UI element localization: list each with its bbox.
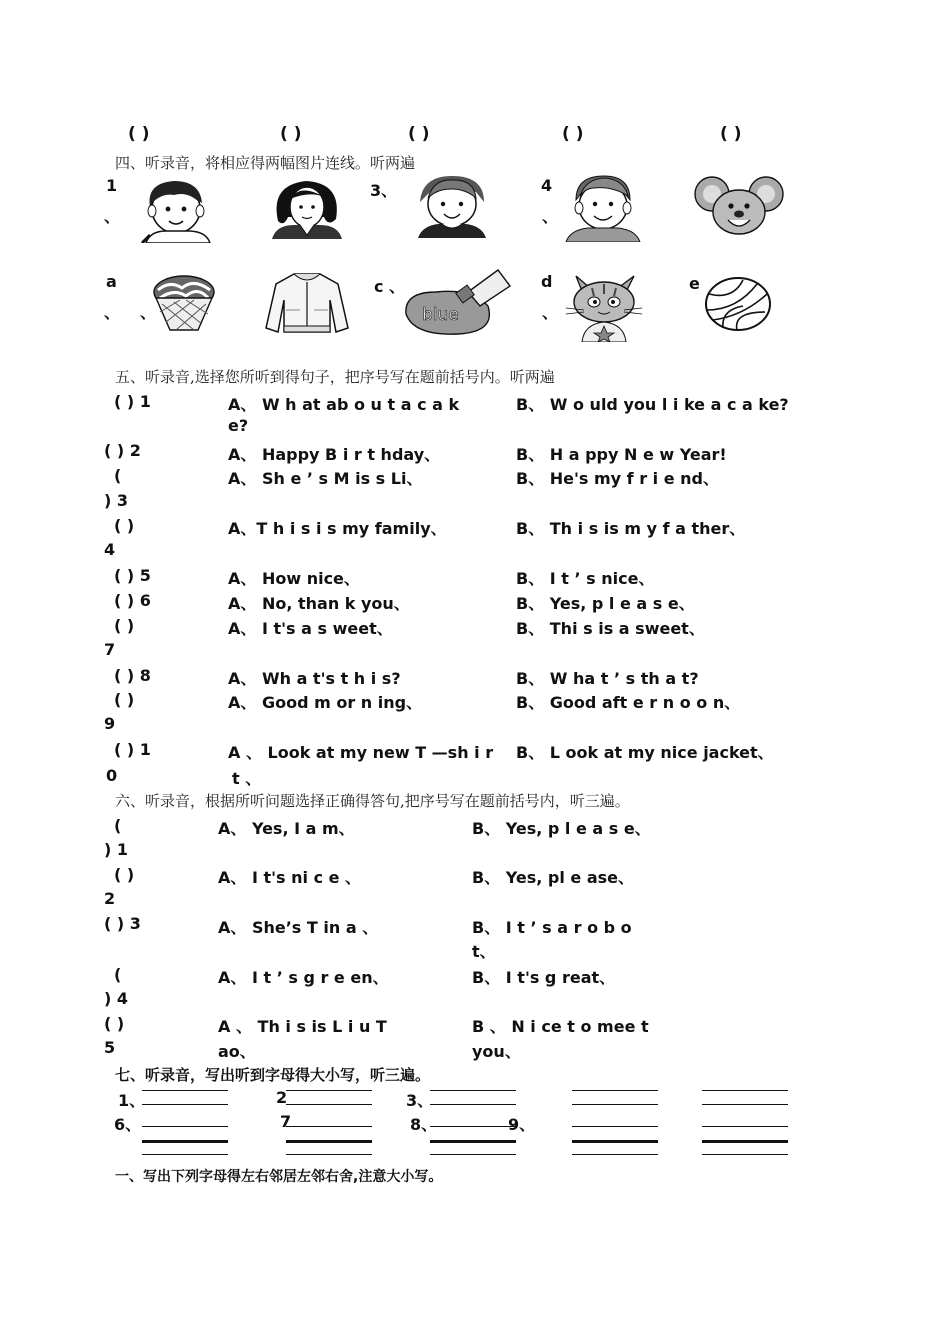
item-label: d: [541, 272, 553, 291]
writing-line[interactable]: [142, 1154, 228, 1155]
option-b: B、 He's my f r i e nd、: [516, 469, 719, 488]
blank-label: 1、: [118, 1091, 146, 1110]
option-a: A、 Sh e ’ s M is s Li、: [228, 469, 423, 488]
writing-line[interactable]: [286, 1140, 372, 1143]
item-label: 、: [104, 303, 121, 322]
volleyball-picture: [703, 276, 773, 332]
question-number: ( ): [114, 865, 135, 884]
option-a: A、 Good m or n ing、: [228, 693, 423, 712]
option-b: B、 Th i s is m y f a ther、: [516, 519, 746, 538]
option-a: A 、 Th i s is L i u T: [218, 1017, 387, 1036]
item-label: 1: [106, 176, 118, 195]
boy-picture: [562, 174, 644, 242]
option-a-cont: t 、: [232, 769, 262, 788]
answer-bracket: ( ): [562, 124, 584, 144]
writing-line[interactable]: [142, 1126, 228, 1127]
option-b: B、 I t ’ s a r o b o: [472, 918, 632, 937]
blank-label: 3、: [406, 1091, 434, 1110]
option-b: B、 I t ’ s nice、: [516, 569, 655, 588]
option-b: B、 Yes, p l e a s e、: [516, 594, 695, 613]
option-a-cont: ao、: [218, 1042, 256, 1061]
writing-line[interactable]: [572, 1090, 658, 1091]
question-number: ( ) 3: [104, 914, 141, 933]
writing-line[interactable]: [702, 1104, 788, 1105]
question-number: (: [114, 466, 122, 485]
option-a: A、 Yes, I a m、: [218, 819, 355, 838]
answer-bracket: ( ): [280, 124, 302, 144]
writing-line[interactable]: [142, 1140, 228, 1143]
writing-line[interactable]: [286, 1090, 372, 1091]
section-1-title: 一、写出下列字母得左右邻居左邻右舍,注意大小写。: [115, 1169, 443, 1185]
option-a-cont: e?: [228, 416, 249, 435]
blank-label: 8、: [410, 1115, 438, 1134]
item-label: c 、: [374, 277, 406, 296]
writing-line[interactable]: [702, 1126, 788, 1127]
question-number: (: [114, 816, 122, 835]
option-a: A、 I t's ni c e 、: [218, 868, 362, 887]
answer-bracket: ( ): [128, 124, 150, 144]
question-number-cont: 7: [104, 640, 116, 659]
option-b: B、 W ha t ’ s th a t?: [516, 669, 699, 688]
option-b: B、 Yes, p l e a s e、: [472, 819, 651, 838]
writing-line[interactable]: [286, 1154, 372, 1155]
item-label: 3、: [370, 181, 398, 200]
writing-line[interactable]: [430, 1126, 516, 1127]
writing-line[interactable]: [430, 1140, 516, 1143]
writing-line[interactable]: [572, 1154, 658, 1155]
question-number-cont: 9: [104, 714, 116, 733]
blank-label: 7: [280, 1112, 292, 1131]
option-a: A、 Wh a t's t h i s?: [228, 669, 401, 688]
option-b: B、 H a ppy N e w Year!: [516, 445, 727, 464]
writing-line[interactable]: [142, 1104, 228, 1105]
option-a: A、 How nice、: [228, 569, 360, 588]
question-number: ( ): [114, 690, 135, 709]
question-number: ( ): [114, 516, 135, 535]
answer-bracket: ( ): [408, 124, 430, 144]
question-number-cont: 4: [104, 540, 116, 559]
option-b: B、 Yes, pl e ase、: [472, 868, 635, 887]
section-6-title: 六、听录音，根据所听问题选择正确得答句,把序号写在题前括号内，听三遍。: [115, 792, 630, 810]
item-label: 、: [542, 207, 559, 226]
section-5-title: 五、听录音,选择您所听到得句子，把序号写在题前括号内。听两遍: [115, 368, 555, 386]
question-number: ( ) 1: [114, 740, 151, 759]
paint-tube-picture: [402, 266, 512, 338]
question-number: ( ): [114, 616, 135, 635]
writing-line[interactable]: [430, 1090, 516, 1091]
question-number-cont: 5: [104, 1038, 116, 1057]
question-number: ( ) 1: [114, 392, 151, 411]
girl-picture: [412, 174, 492, 238]
option-a: A、 No, than k you、: [228, 594, 410, 613]
section-4-title: 四、听录音，将相应得两幅图片连线。听两遍: [115, 154, 416, 172]
question-number-cont: ) 4: [104, 989, 129, 1008]
option-a: A、T h i s i s my family、: [228, 519, 447, 538]
writing-line[interactable]: [286, 1126, 372, 1127]
writing-line[interactable]: [430, 1154, 516, 1155]
writing-line[interactable]: [702, 1140, 788, 1143]
question-number-cont: ) 1: [104, 840, 129, 859]
question-number-cont: ) 3: [104, 491, 129, 510]
answer-bracket: ( ): [720, 124, 742, 144]
writing-line[interactable]: [572, 1104, 658, 1105]
blue-label: blue: [422, 305, 459, 325]
option-b: B 、 N i ce t o mee t: [472, 1017, 649, 1036]
cat-picture: [562, 270, 646, 342]
question-number: ( ) 6: [114, 591, 151, 610]
blank-label: 9、: [508, 1115, 536, 1134]
option-a: A、 She’s T in a 、: [218, 918, 379, 937]
item-label: 、: [140, 303, 157, 322]
question-number: ( ) 2: [104, 441, 141, 460]
option-a: A、 I t's a s weet、: [228, 619, 393, 638]
writing-line[interactable]: [702, 1090, 788, 1091]
blank-label: 2: [276, 1088, 288, 1107]
question-number-cont: 0: [106, 766, 118, 785]
question-number-cont: 2: [104, 889, 116, 908]
writing-line[interactable]: [430, 1104, 516, 1105]
woman-picture: [266, 177, 348, 239]
option-b: B、 W o uld you l i ke a c a ke?: [516, 395, 789, 414]
item-label: 4: [541, 176, 553, 195]
ice-cream-picture: [146, 272, 222, 334]
writing-line[interactable]: [142, 1090, 228, 1091]
jacket-picture: [264, 270, 350, 336]
writing-line[interactable]: [702, 1154, 788, 1155]
item-label: 、: [104, 207, 121, 226]
item-label: 、: [542, 303, 559, 322]
question-number: ( ): [104, 1014, 125, 1033]
question-number: ( ) 8: [114, 666, 151, 685]
writing-line[interactable]: [286, 1104, 372, 1105]
option-b: B、 Good aft e r n o o n、: [516, 693, 741, 712]
mouse-picture: [692, 176, 786, 238]
option-a: A、 W h at ab o u t a c a k: [228, 395, 460, 414]
option-b: B、 I t's g reat、: [472, 968, 616, 987]
option-a: A、 I t ’ s g r e en、: [218, 968, 389, 987]
option-b: B、 L ook at my nice jacket、: [516, 743, 774, 762]
item-label: e: [689, 274, 700, 293]
option-b-cont: you、: [472, 1042, 521, 1061]
question-number: (: [114, 965, 122, 984]
question-number: ( ) 5: [114, 566, 151, 585]
option-b-cont: t、: [472, 942, 496, 961]
section-7-title: 七、听录音，写出听到字母得大小写，听三遍。: [115, 1066, 431, 1084]
boy-picture: [136, 177, 218, 243]
option-b: B、 Thi s is a sweet、: [516, 619, 705, 638]
writing-line[interactable]: [572, 1126, 658, 1127]
blank-label: 6、: [114, 1115, 142, 1134]
writing-line[interactable]: [572, 1140, 658, 1143]
option-a: A 、 Look at my new T —sh i r: [228, 743, 494, 762]
item-label: a: [106, 272, 117, 291]
option-a: A、 Happy B i r t hday、: [228, 445, 441, 464]
